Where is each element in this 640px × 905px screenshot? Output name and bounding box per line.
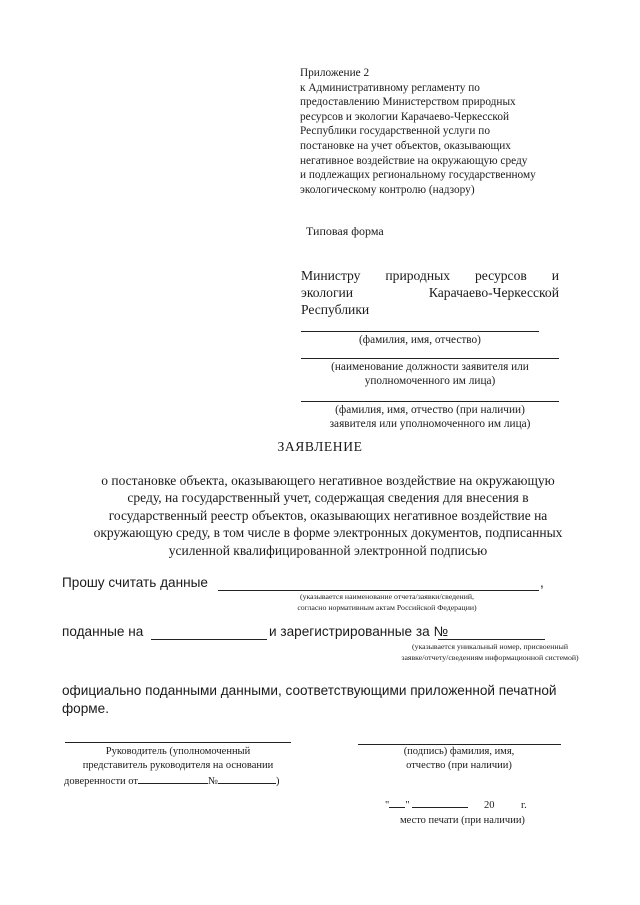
annex-line: Республики государственной услуги по: [300, 125, 490, 138]
signature-caption-2: отчество (при наличии): [406, 760, 512, 771]
manager-signature-line[interactable]: [65, 742, 291, 743]
annex-line: негативное воздействие на окружающую среду: [300, 154, 528, 167]
subject-line: о постановке объекта, оказывающего негативное воздействие на окружающую: [101, 473, 555, 488]
submitted-note-1: (указывается уникальный номер, присвоенный: [411, 642, 569, 651]
request-note-1: (указывается наименование отчета/заявки/сведений,: [299, 592, 474, 601]
official-statement: [62, 682, 557, 718]
year-prefix: 20: [484, 800, 495, 811]
addressee-line-1: Министру природных ресурсов и: [301, 268, 559, 283]
date-row: [385, 799, 468, 813]
poa-number-sign: №: [208, 776, 219, 787]
annex-line: Приложение 2: [300, 67, 370, 79]
submitted-note-2: заявке/отчету/сведениям информационной системой): [401, 653, 579, 662]
applicant-fio-caption: [296, 403, 564, 431]
manager-caption-1: Руководитель (уполномоченный: [105, 746, 251, 757]
annex-line: предоставлению Министерством природных: [300, 96, 516, 109]
annex-header: [300, 66, 600, 197]
signature-caption-1: (подпись) фамилия, имя,: [403, 746, 515, 757]
request-note: [235, 591, 539, 613]
position-line[interactable]: [301, 358, 559, 359]
request-note-2: согласно нормативным актам Российской Федерации): [297, 603, 477, 612]
day-line[interactable]: [389, 799, 405, 808]
fio-caption: (фамилия, имя, отчество): [359, 334, 481, 346]
applicant-fio-caption-2: заявителя или уполномоченного им лица): [329, 418, 531, 430]
power-of-attorney-label: доверенности от: [64, 776, 139, 787]
annex-line: и подлежащих региональному государственному: [300, 169, 536, 182]
position-caption-1: (наименование должности заявителя или: [331, 361, 529, 373]
official-line-2: форме.: [62, 701, 109, 716]
power-of-attorney-row: [64, 773, 280, 789]
poa-date-line[interactable]: [138, 773, 208, 784]
poa-number-line[interactable]: [218, 773, 276, 784]
month-line[interactable]: [412, 799, 468, 808]
annex-line: экологическому контролю (надзору): [300, 183, 475, 196]
date-quote-open: ": [385, 800, 390, 811]
annex-line: ресурсов и экологии Карачаево-Черкесской: [300, 110, 510, 123]
subject-line: усиленной квалифицированной электронной подписью: [168, 542, 488, 558]
position-caption: [296, 360, 564, 388]
annex-line: к Административному регламенту по: [300, 81, 480, 94]
addressee-line-3: Республики: [301, 302, 370, 317]
applicant-fio-caption-1: (фамилия, имя, отчество (при наличии): [335, 404, 525, 416]
form-type-label: Типовая форма: [306, 224, 384, 238]
fio-line[interactable]: [301, 331, 539, 332]
addressee-line-2: экологии Карачаево-Черкесской: [301, 285, 559, 300]
request-comma: ,: [540, 575, 544, 590]
subject-line: окружающую среду, в том числе в форме электронных документов, подписанных: [93, 525, 563, 541]
position-caption-2: уполномоченного им лица): [364, 375, 496, 387]
addressee-block: [301, 267, 559, 318]
registered-label: и зарегистрированные за №: [269, 624, 449, 639]
manager-caption-2: представитель руководителя на основании: [82, 760, 274, 771]
manager-caption: [62, 745, 294, 773]
stamp-caption: место печати (при наличии): [400, 815, 525, 826]
document-subject: [70, 472, 586, 559]
annex-line: постановке на учет объектов, оказывающих: [300, 139, 511, 152]
submitted-date-line[interactable]: [151, 639, 267, 640]
subject-line: среду, на государственный учет, содержащая сведения для внесения в: [127, 490, 529, 506]
date-quote-close: ": [405, 800, 410, 811]
submitted-note: [390, 641, 590, 663]
official-line-1: официально поданными данными, соответствующими приложенной печатной: [62, 683, 557, 698]
applicant-fio-line[interactable]: [301, 401, 559, 402]
document-title: ЗАЯВЛЕНИЕ: [277, 439, 363, 454]
submitted-label: поданные на: [62, 624, 144, 639]
registration-number-line[interactable]: [438, 639, 545, 640]
poa-close-paren: ): [276, 776, 280, 787]
signature-caption: [348, 745, 570, 773]
subject-line: государственный реестр объектов, оказывающих негативное воздействие на: [108, 507, 548, 523]
request-label: Прошу считать данные: [62, 575, 208, 590]
year-suffix: г.: [521, 800, 527, 811]
